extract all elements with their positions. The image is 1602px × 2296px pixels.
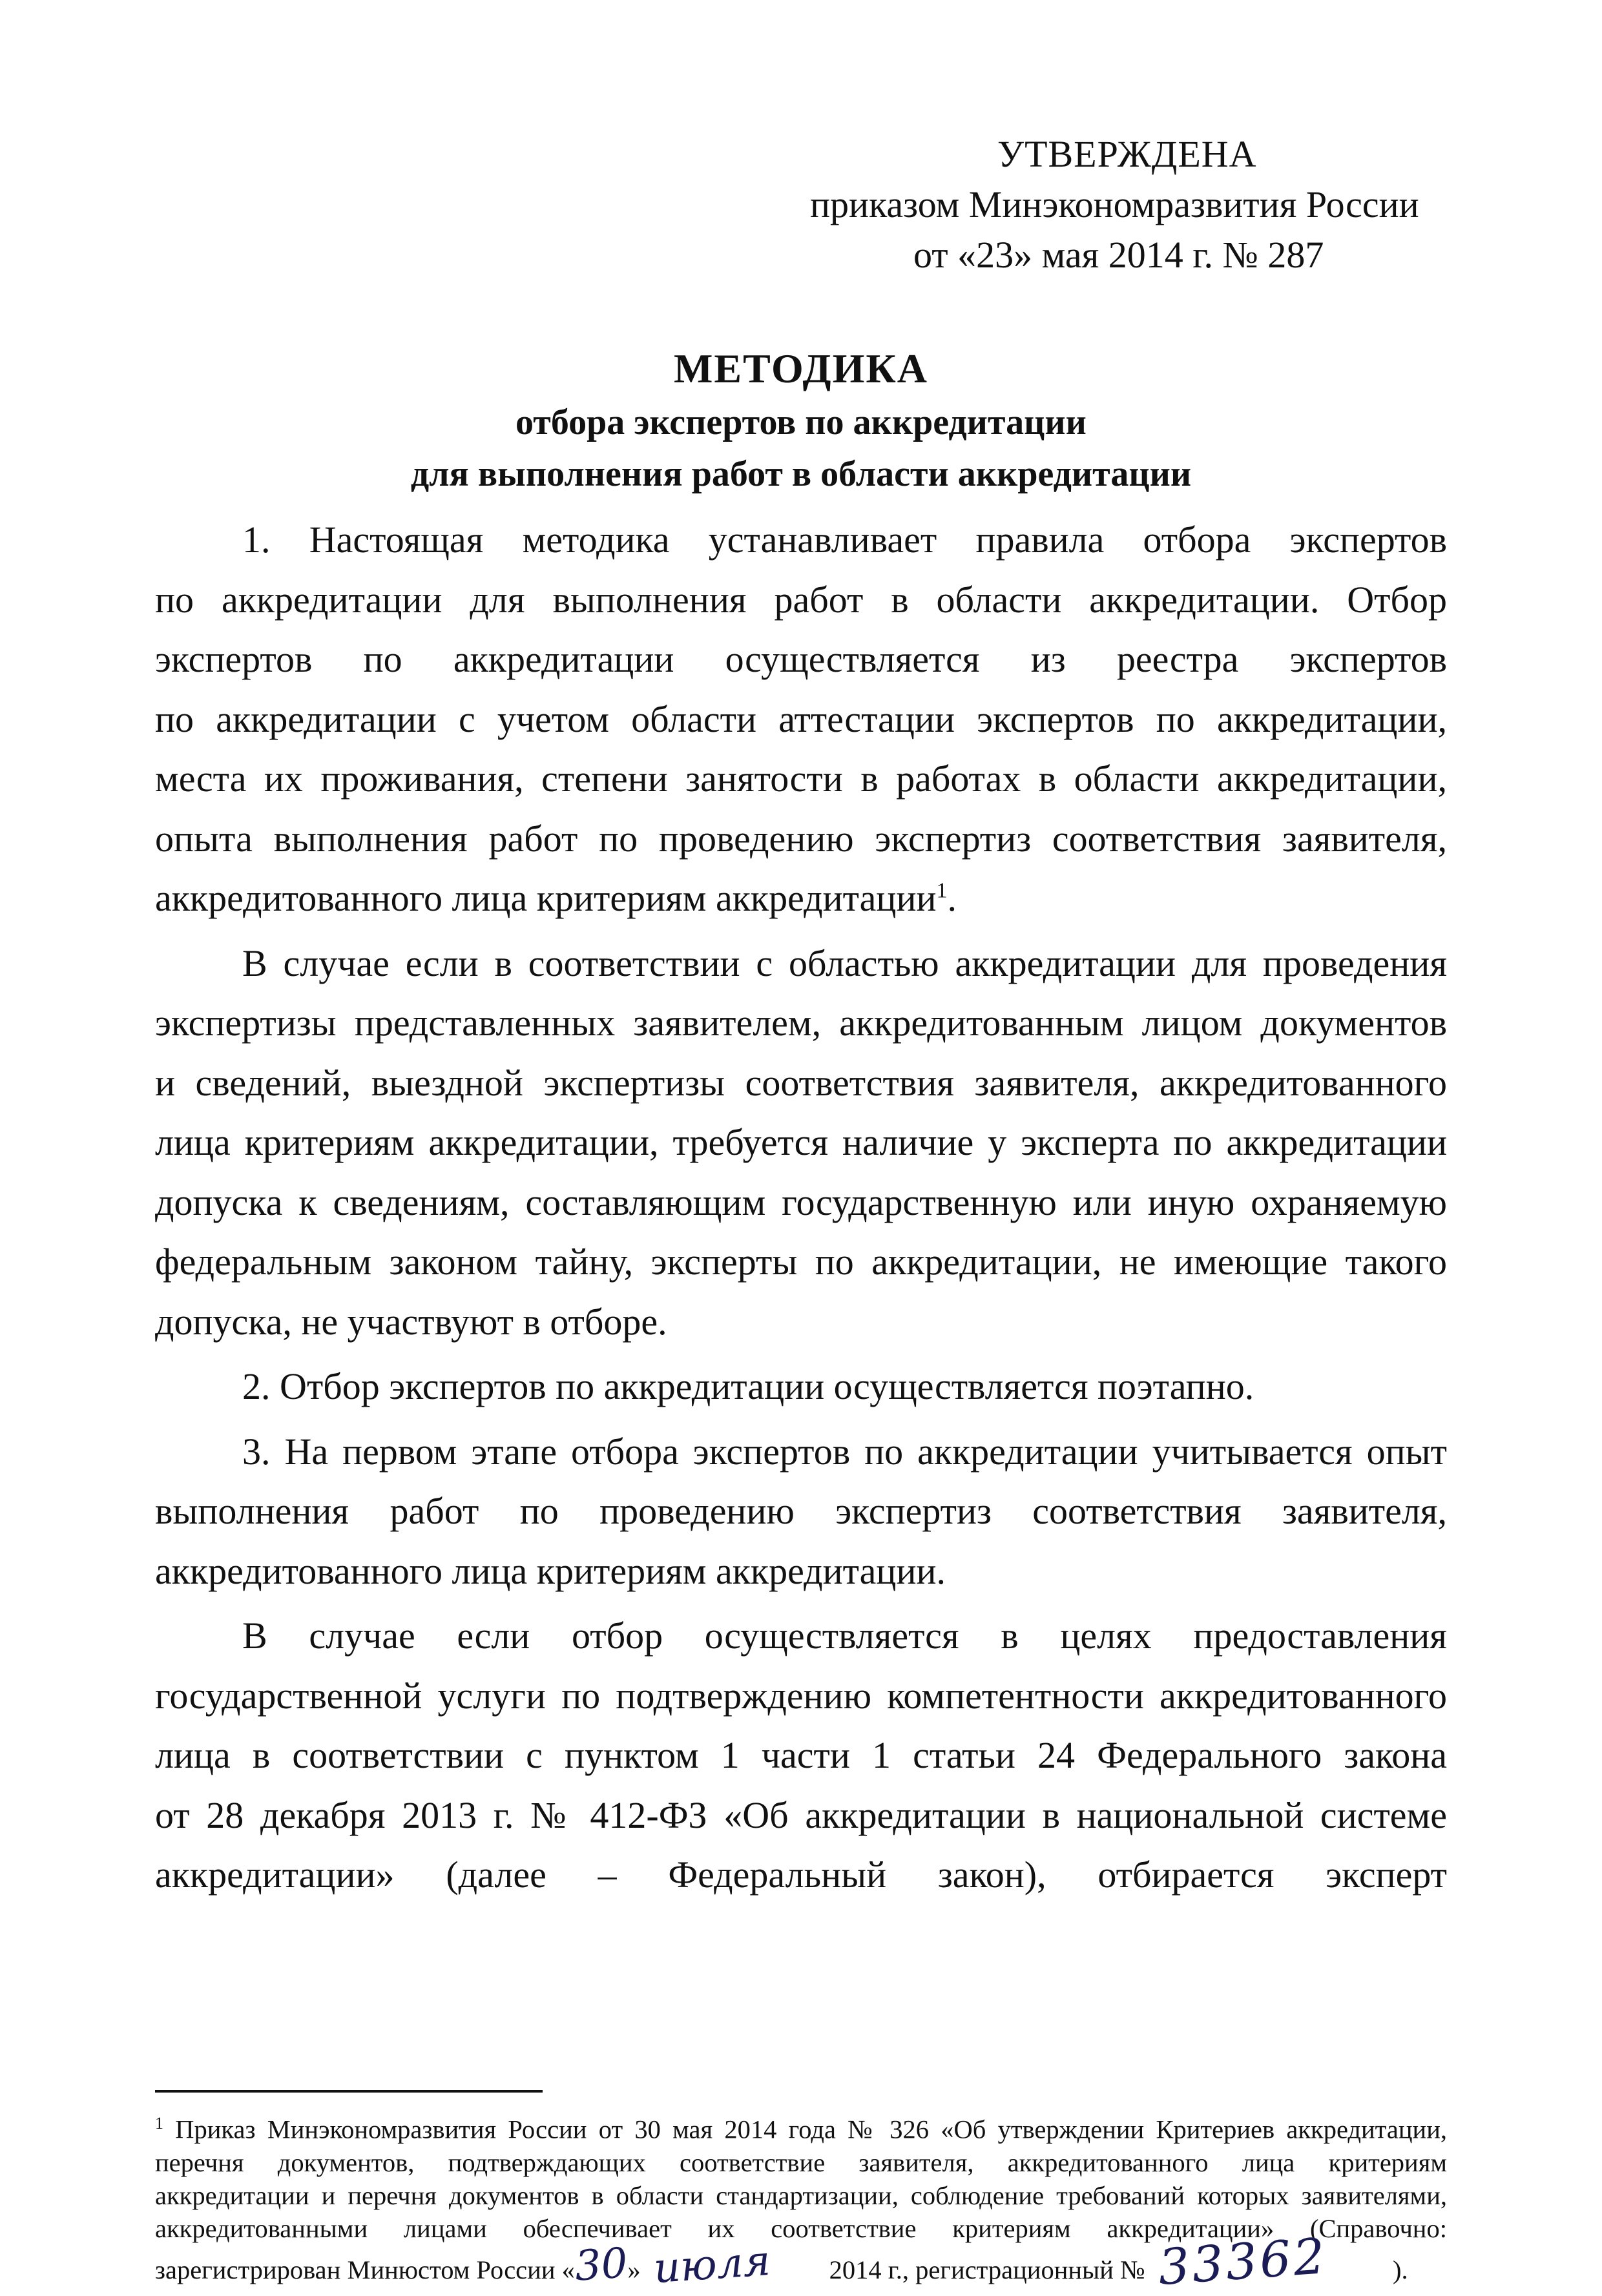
text-line: аккредитованного лица критериям аккредитации. bbox=[155, 1549, 946, 1592]
text-line: допуска к сведениям, составляющим государственную или иную охраняемую bbox=[155, 1181, 1447, 1223]
handwritten-month: июля bbox=[652, 2237, 772, 2293]
text-line: по аккредитации с учетом области аттестации экспертов по аккредитации, bbox=[155, 698, 1447, 740]
footnote-line-2: перечня документов, подтверждающих соответствие заявителя, аккредитованного лица критериям bbox=[155, 2147, 1447, 2177]
handwritten-day: 30 bbox=[573, 2239, 629, 2291]
document-subtitle-1: отбора экспертов по аккредитации bbox=[515, 402, 1087, 442]
footnote-line-4: аккредитованными лицами обеспечивает их соответствие критериям аккредитации» (Справочно: bbox=[155, 2213, 1447, 2243]
text-line: выполнения работ по проведению экспертиз соответствия заявителя, bbox=[155, 1490, 1447, 1532]
text-line: 1. Настоящая методика устанавливает правила отбора экспертов bbox=[242, 519, 1447, 561]
text-line: опыта выполнения работ по проведению экспертиз соответствия заявителя, bbox=[155, 817, 1447, 860]
text-line: федеральным законом тайну, эксперты по аккредитации, не имеющие такого bbox=[155, 1241, 1447, 1283]
text-line: лица в соответствии с пунктом 1 части 1 статьи 24 Федерального закона bbox=[155, 1734, 1447, 1776]
text-line: по аккредитации для выполнения работ в области аккредитации. Отбор bbox=[155, 578, 1447, 621]
text-line: государственной услуги по подтверждению компетентности аккредитованного bbox=[155, 1674, 1447, 1717]
text-line: лица критериям аккредитации, требуется наличие у эксперта по аккредитации bbox=[155, 1121, 1447, 1163]
footnote-separator bbox=[155, 2090, 543, 2093]
footnote bbox=[155, 2107, 1447, 2296]
text-line: В случае если в соответствии с областью аккредитации для проведения bbox=[242, 942, 1447, 984]
footnote-registration-year: 2014 г., регистрационный № bbox=[829, 2255, 1145, 2284]
text-line-with-footnote bbox=[155, 869, 1447, 929]
footnote-registration-text: зарегистрирован Минюстом России « bbox=[155, 2255, 575, 2284]
text-line: от 28 декабря 2013 г. № 412-ФЗ «Об аккредитации в национальной системе bbox=[155, 1794, 1447, 1836]
approval-block bbox=[810, 129, 1456, 280]
sentence-end: . bbox=[947, 877, 957, 919]
footnote-quote-close: » bbox=[627, 2255, 641, 2284]
paragraph-2 bbox=[155, 934, 1447, 1352]
paragraph-5 bbox=[155, 1606, 1447, 1905]
footnote-mark: 1 bbox=[155, 2114, 163, 2133]
footnote-close: ). bbox=[1392, 2255, 1408, 2284]
text-line: аккредитованного лица критериям аккредитации bbox=[155, 877, 937, 919]
approval-order-line: приказом Минэкономразвития России bbox=[810, 183, 1419, 225]
handwritten-registration-number: 33362 bbox=[1156, 2226, 1329, 2296]
text-line: экспертов по аккредитации осуществляется из реестра экспертов bbox=[155, 638, 1447, 680]
text-line: аккредитации» (далее – Федеральный закон), отбирается эксперт bbox=[155, 1854, 1447, 1896]
document-title: МЕТОДИКА bbox=[674, 346, 928, 391]
approval-title: УТВЕРЖДЕНА bbox=[997, 133, 1257, 175]
text-line: экспертизы представленных заявителем, аккредитованным лицом документов bbox=[155, 1002, 1447, 1044]
document-body bbox=[155, 510, 1447, 1905]
footnote-line-3: аккредитации и перечня документов в области стандартизации, соблюдение требований которых заявителями, bbox=[155, 2180, 1447, 2210]
text-line: допуска, не участвуют в отборе. bbox=[155, 1300, 667, 1343]
footnote-reference: 1 bbox=[936, 878, 948, 903]
paragraph-1 bbox=[155, 510, 1447, 929]
text-line: и сведений, выездной экспертизы соответствия заявителя, аккредитованного bbox=[155, 1061, 1447, 1104]
footnote-text: Приказ Минэкономразвития России от 30 мая 2014 года № 326 «Об утверждении Критериев аккредитации, bbox=[175, 2115, 1447, 2144]
text-line: 2. Отбор экспертов по аккредитации осуществляется поэтапно. bbox=[242, 1365, 1254, 1407]
paragraph-4 bbox=[155, 1422, 1447, 1602]
paragraph-3 bbox=[155, 1357, 1447, 1417]
text-line: В случае если отбор осуществляется в целях предоставления bbox=[242, 1615, 1447, 1657]
document-heading bbox=[0, 341, 1602, 500]
text-line: места их проживания, степени занятости в работах в области аккредитации, bbox=[155, 758, 1447, 800]
document-subtitle-2: для выполнения работ в области аккредитации bbox=[410, 454, 1192, 494]
text-line: 3. На первом этапе отбора экспертов по аккредитации учитывается опыт bbox=[242, 1430, 1447, 1473]
footnote-line-1 bbox=[155, 2107, 1447, 2146]
approval-date-line: от «23» мая 2014 г. № 287 bbox=[913, 234, 1324, 276]
